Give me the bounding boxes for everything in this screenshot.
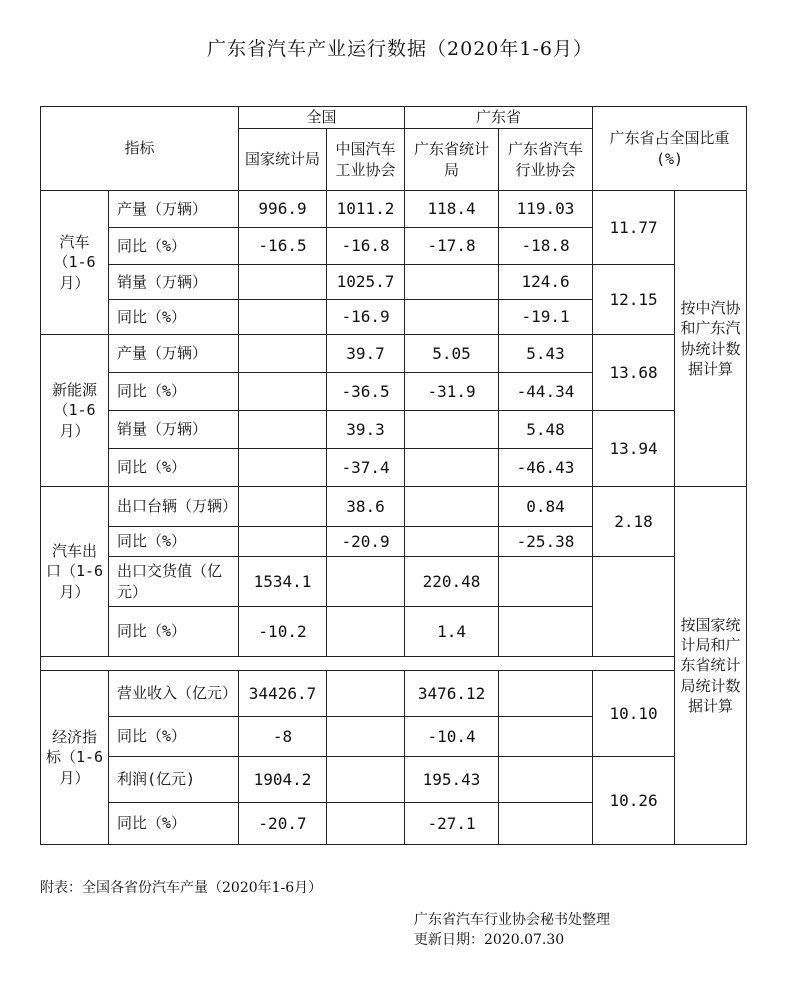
cell-caam: -16.9 — [327, 300, 405, 335]
group-export: 汽车出口（1-6月） — [41, 487, 109, 657]
row-label: 同比（%） — [109, 607, 239, 657]
row-label: 同比（%） — [109, 449, 239, 487]
cell-caam: -36.5 — [327, 373, 405, 411]
cell-gd-assoc: -44.34 — [499, 373, 593, 411]
row-label: 出口交货值（亿元） — [109, 557, 239, 607]
row-label: 同比（%） — [109, 803, 239, 845]
cell-nbs: -16.5 — [239, 228, 327, 265]
share-value — [593, 557, 675, 657]
share-value: 10.10 — [593, 671, 675, 757]
cell-gd-stats — [405, 300, 499, 335]
header-caam: 中国汽车工业协会 — [327, 129, 405, 191]
share-value: 10.26 — [593, 757, 675, 845]
cell-caam: 39.3 — [327, 411, 405, 449]
cell-gd-stats — [405, 487, 499, 527]
cell-caam: -16.8 — [327, 228, 405, 265]
cell-caam — [327, 717, 405, 757]
row-label: 销量（万辆） — [109, 265, 239, 300]
row-label: 利润(亿元) — [109, 757, 239, 803]
cell-nbs — [239, 487, 327, 527]
data-table — [40, 106, 747, 845]
cell-nbs: 1904.2 — [239, 757, 327, 803]
cell-nbs: 996.9 — [239, 191, 327, 228]
cell-gd-stats: 3476.12 — [405, 671, 499, 717]
cell-gd-stats — [405, 527, 499, 557]
cell-nbs — [239, 265, 327, 300]
cell-nbs: 1534.1 — [239, 557, 327, 607]
cell-gd-assoc: 5.43 — [499, 335, 593, 373]
cell-gd-stats: -27.1 — [405, 803, 499, 845]
share-value: 13.68 — [593, 335, 675, 411]
row-label: 同比（%） — [109, 527, 239, 557]
cell-gd-stats: -17.8 — [405, 228, 499, 265]
cell-caam — [327, 607, 405, 657]
row-label: 销量（万辆） — [109, 411, 239, 449]
cell-gd-assoc: 5.48 — [499, 411, 593, 449]
cell-gd-assoc — [499, 557, 593, 607]
note-nbs: 按国家统计局和广东省统计局统计数据计算 — [675, 487, 747, 845]
row-label: 产量（万辆） — [109, 191, 239, 228]
cell-caam: 1011.2 — [327, 191, 405, 228]
cell-gd-assoc: 124.6 — [499, 265, 593, 300]
cell-gd-assoc: 119.03 — [499, 191, 593, 228]
cell-gd-assoc — [499, 717, 593, 757]
cell-caam — [327, 757, 405, 803]
cell-gd-assoc — [499, 757, 593, 803]
cell-caam: 39.7 — [327, 335, 405, 373]
cell-gd-stats: 5.05 — [405, 335, 499, 373]
cell-gd-stats: -10.4 — [405, 717, 499, 757]
share-value: 11.77 — [593, 191, 675, 265]
cell-nbs — [239, 449, 327, 487]
footer-updated: 更新日期：2020.07.30 — [414, 932, 565, 948]
cell-gd-stats: 118.4 — [405, 191, 499, 228]
row-label: 同比（%） — [109, 717, 239, 757]
row-label: 营业收入（亿元） — [109, 671, 239, 717]
cell-caam — [327, 671, 405, 717]
cell-gd-stats — [405, 411, 499, 449]
footer-org: 广东省汽车行业协会秘书处整理 — [414, 912, 610, 928]
cell-caam: -37.4 — [327, 449, 405, 487]
cell-nbs: 34426.7 — [239, 671, 327, 717]
cell-gd-stats: 1.4 — [405, 607, 499, 657]
group-auto: 汽车（1-6月） — [41, 191, 109, 335]
cell-gd-assoc: 0.84 — [499, 487, 593, 527]
cell-gd-assoc: -46.43 — [499, 449, 593, 487]
footer — [414, 910, 610, 950]
group-econ: 经济指标（1-6月） — [41, 671, 109, 845]
cell-gd-stats — [405, 265, 499, 300]
share-value: 12.15 — [593, 265, 675, 335]
row-label: 出口台辆（万辆） — [109, 487, 239, 527]
cell-gd-stats: 220.48 — [405, 557, 499, 607]
cell-gd-assoc: -18.8 — [499, 228, 593, 265]
cell-nbs — [239, 527, 327, 557]
cell-gd-assoc — [499, 671, 593, 717]
cell-nbs — [239, 373, 327, 411]
header-indicator: 指标 — [41, 107, 239, 191]
row-label: 产量（万辆） — [109, 335, 239, 373]
attachment-link[interactable]: 附表：全国各省份汽车产量（2020年1-6月） — [40, 880, 323, 896]
cell-gd-stats — [405, 449, 499, 487]
cell-caam: 38.6 — [327, 487, 405, 527]
document-title: 广东省汽车产业运行数据（2020年1-6月） — [207, 38, 593, 60]
cell-gd-assoc — [499, 607, 593, 657]
cell-nbs — [239, 411, 327, 449]
cell-caam: -20.9 — [327, 527, 405, 557]
share-value: 13.94 — [593, 411, 675, 487]
cell-caam: 1025.7 — [327, 265, 405, 300]
header-share: 广东省占全国比重(%) — [593, 107, 747, 191]
header-nbs: 国家统计局 — [239, 129, 327, 191]
header-guangdong: 广东省 — [405, 107, 593, 129]
share-value: 2.18 — [593, 487, 675, 557]
header-gd-assoc: 广东省汽车行业协会 — [499, 129, 593, 191]
cell-gd-stats: 195.43 — [405, 757, 499, 803]
row-label: 同比（%） — [109, 228, 239, 265]
cell-gd-assoc — [499, 803, 593, 845]
cell-nbs: -10.2 — [239, 607, 327, 657]
cell-gd-assoc: -25.38 — [499, 527, 593, 557]
cell-nbs — [239, 300, 327, 335]
header-national: 全国 — [239, 107, 405, 129]
cell-caam — [327, 557, 405, 607]
group-nev: 新能源（1-6月） — [41, 335, 109, 487]
spacer-row — [41, 657, 675, 671]
cell-gd-stats: -31.9 — [405, 373, 499, 411]
header-gd-stats: 广东省统计局 — [405, 129, 499, 191]
cell-nbs — [239, 335, 327, 373]
row-label: 同比（%） — [109, 373, 239, 411]
cell-nbs: -20.7 — [239, 803, 327, 845]
cell-gd-assoc: -19.1 — [499, 300, 593, 335]
cell-caam — [327, 803, 405, 845]
note-caam: 按中汽协和广东汽协统计数据计算 — [675, 191, 747, 487]
row-label: 同比（%） — [109, 300, 239, 335]
cell-nbs: -8 — [239, 717, 327, 757]
